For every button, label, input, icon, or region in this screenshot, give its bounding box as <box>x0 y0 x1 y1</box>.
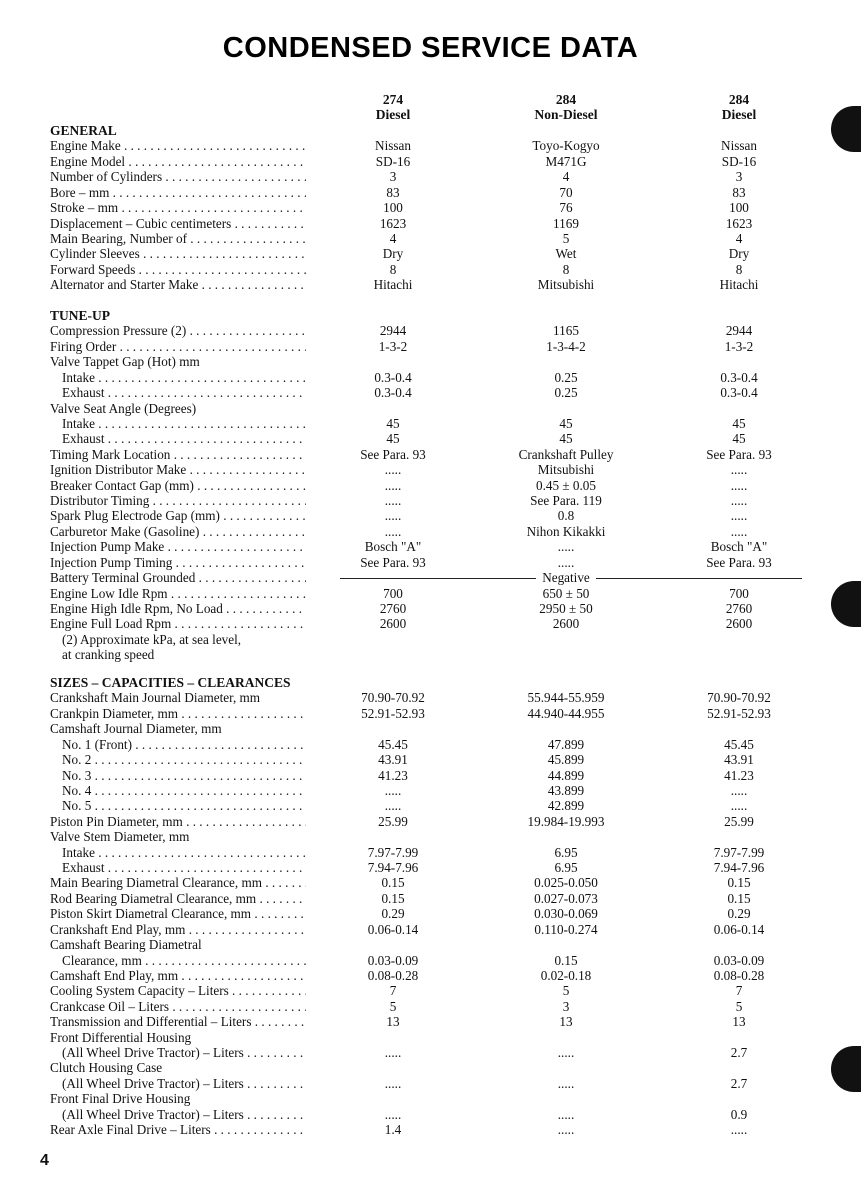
row-label: Alternator and Starter Make . . . <box>50 277 306 292</box>
value-cell: 0.110-0.274 <box>534 922 598 937</box>
table-row <box>0 262 861 277</box>
row-label: Camshaft Bearing Diametral <box>50 937 202 952</box>
value-cell: 2944 <box>379 323 407 338</box>
value-cell: 4 <box>389 231 397 246</box>
value-cell: 100 <box>729 200 749 215</box>
value-cell: 7.94-7.96 <box>367 860 419 875</box>
value-cell: 2.7 <box>730 1045 748 1060</box>
table-row <box>0 185 861 200</box>
table-row <box>0 860 861 875</box>
row-label: Engine Make . . . <box>50 138 306 153</box>
row-label: (All Wheel Drive Tractor) – Liters . . . <box>62 1076 306 1091</box>
value-cell: Nihon Kikakki <box>526 524 606 539</box>
value-cell: 3 <box>735 169 743 184</box>
row-label: Ignition Distributor Make . . . <box>50 462 306 477</box>
value-cell: 43.91 <box>378 752 408 767</box>
row-label: Bore – mm . . . <box>50 185 306 200</box>
row-label: Front Differential Housing <box>50 1030 192 1045</box>
table-row <box>0 539 861 554</box>
table-row <box>0 370 861 385</box>
value-cell: 7 <box>735 983 743 998</box>
value-cell: 0.08-0.28 <box>367 968 419 983</box>
row-label: Breaker Contact Gap (mm) . . . <box>50 478 306 493</box>
row-label: Stroke – mm . . . <box>50 200 306 215</box>
value-cell: See Para. 93 <box>706 447 772 462</box>
value-cell: 7 <box>389 983 397 998</box>
value-cell: 0.027-0.073 <box>534 891 598 906</box>
value-cell: 2600 <box>725 616 753 631</box>
value-cell: 3 <box>389 169 397 184</box>
row-label: Crankcase Oil – Liters . . . <box>50 999 306 1014</box>
value-cell: 1169 <box>553 216 579 231</box>
table-row <box>0 1091 861 1106</box>
value-cell: 0.08-0.28 <box>713 968 765 983</box>
row-label: Main Bearing Diametral Clearance, mm . . . <box>50 875 306 890</box>
row-label: Crankpin Diameter, mm . . . <box>50 706 306 721</box>
table-row <box>0 968 861 983</box>
table-row <box>0 1122 861 1137</box>
value-cell: 2760 <box>725 601 753 616</box>
table-row <box>0 447 861 462</box>
value-cell: ..... <box>557 1122 575 1137</box>
row-label: (All Wheel Drive Tractor) – Liters . . . <box>62 1107 306 1122</box>
value-cell: 0.03-0.09 <box>367 953 419 968</box>
value-cell: 6.95 <box>554 860 578 875</box>
row-label: Displacement – Cubic centimeters . . . <box>50 216 306 231</box>
table-row <box>0 845 861 860</box>
value-cell: ..... <box>730 783 748 798</box>
page-title: CONDENSED SERVICE DATA <box>222 32 639 64</box>
row-label: Engine Full Load Rpm . . . <box>50 616 306 631</box>
value-cell: 52.91-52.93 <box>361 706 425 721</box>
table-row <box>0 493 861 508</box>
value-cell: 70.90-70.92 <box>707 690 771 705</box>
column-header-284-non-diesel <box>481 92 651 122</box>
value-cell: 0.06-0.14 <box>367 922 419 937</box>
row-label: Engine High Idle Rpm, No Load . . . <box>50 601 306 616</box>
value-cell: 2.7 <box>730 1076 748 1091</box>
value-cell: 55.944-55.959 <box>527 690 605 705</box>
row-label: Battery Terminal Grounded . . . <box>50 570 306 585</box>
table-row <box>0 246 861 261</box>
row-label: Front Final Drive Housing <box>50 1091 191 1106</box>
table-row <box>0 906 861 921</box>
page-number: 4 <box>40 1152 49 1169</box>
value-cell: 700 <box>383 586 403 601</box>
row-label: Rod Bearing Diametral Clearance, mm . . . <box>50 891 306 906</box>
value-cell: ..... <box>730 462 748 477</box>
value-cell: 43.899 <box>547 783 585 798</box>
value-cell: 0.3-0.4 <box>720 370 758 385</box>
value-cell: 0.15 <box>381 875 405 890</box>
value-cell: 8 <box>389 262 397 277</box>
value-cell: See Para. 93 <box>360 555 426 570</box>
value-cell: ..... <box>384 798 402 813</box>
table-row <box>0 647 861 662</box>
value-cell: 25.99 <box>378 814 408 829</box>
value-cell: Toyo-Kogyo <box>532 138 600 153</box>
value-cell: Nissan <box>721 138 757 153</box>
value-cell: ..... <box>557 1076 575 1091</box>
row-label: Exhaust . . . <box>62 385 306 400</box>
table-row <box>0 1014 861 1029</box>
row-label: Injection Pump Make . . . <box>50 539 306 554</box>
table-row <box>0 138 861 153</box>
value-cell: 0.3-0.4 <box>374 370 412 385</box>
value-cell: 0.3-0.4 <box>720 385 758 400</box>
value-cell: 44.940-44.955 <box>527 706 605 721</box>
value-cell: 2760 <box>379 601 407 616</box>
row-label: Piston Pin Diameter, mm . . . <box>50 814 306 829</box>
table-row <box>0 1030 861 1045</box>
value-cell: ..... <box>384 783 402 798</box>
value-cell: ..... <box>384 508 402 523</box>
row-label: Valve Tappet Gap (Hot) mm <box>50 354 200 369</box>
value-cell: ..... <box>557 1045 575 1060</box>
row-label: Valve Seat Angle (Degrees) <box>50 401 197 416</box>
value-cell: Dry <box>728 246 750 261</box>
row-label: (2) Approximate kPa, at sea level, <box>62 632 242 647</box>
value-cell: ..... <box>557 539 575 554</box>
value-cell: 650 ± 50 <box>542 586 590 601</box>
value-cell: ..... <box>730 1122 748 1137</box>
value-cell: 3 <box>562 999 570 1014</box>
row-label: Camshaft Journal Diameter, mm <box>50 721 222 736</box>
column-header-274-diesel <box>308 92 478 122</box>
value-cell: 0.03-0.09 <box>713 953 765 968</box>
value-cell: 19.984-19.993 <box>527 814 605 829</box>
value-cell: 42.899 <box>547 798 585 813</box>
value-cell: Hitachi <box>719 277 759 292</box>
value-cell: 0.25 <box>554 385 578 400</box>
row-label: Clearance, mm . . . <box>62 953 306 968</box>
value-cell: 1-3-2 <box>378 339 408 354</box>
value-cell: 0.45 ± 0.05 <box>536 478 596 493</box>
table-row <box>0 323 861 338</box>
row-label: Spark Plug Electrode Gap (mm) . . . <box>50 508 306 523</box>
value-cell: 7.94-7.96 <box>713 860 765 875</box>
table-row <box>0 1045 861 1060</box>
value-cell: SD-16 <box>721 154 757 169</box>
table-row <box>0 783 861 798</box>
value-cell: 2950 ± 50 <box>539 601 593 616</box>
value-cell: ..... <box>384 1045 402 1060</box>
value-cell: 13 <box>732 1014 746 1029</box>
column-model: 284 <box>555 92 577 107</box>
column-model: 284 <box>728 92 750 107</box>
value-cell: ..... <box>384 524 402 539</box>
table-row <box>0 690 861 705</box>
value-cell: 1.4 <box>384 1122 402 1137</box>
value-cell: 45.45 <box>378 737 408 752</box>
section-heading: TUNE-UP <box>50 308 110 323</box>
table-row <box>0 385 861 400</box>
row-label: Intake . . . <box>62 845 306 860</box>
value-cell: 0.9 <box>730 1107 748 1122</box>
row-label: Exhaust . . . <box>62 860 306 875</box>
value-cell: 45 <box>559 416 573 431</box>
row-label: Distributor Timing . . . <box>50 493 306 508</box>
row-label: Main Bearing, Number of . . . <box>50 231 306 246</box>
table-row <box>0 891 861 906</box>
value-cell: ..... <box>384 493 402 508</box>
row-label: Firing Order . . . <box>50 339 306 354</box>
value-cell: 2944 <box>725 323 753 338</box>
value-cell: 1165 <box>553 323 579 338</box>
row-label: Engine Low Idle Rpm . . . <box>50 586 306 601</box>
table-row <box>0 277 861 292</box>
row-label: at cranking speed <box>62 647 155 662</box>
value-cell: 2600 <box>552 616 580 631</box>
value-cell: 45 <box>732 431 746 446</box>
value-cell: 70 <box>559 185 573 200</box>
value-cell: 44.899 <box>547 768 585 783</box>
value-cell: 45.45 <box>724 737 754 752</box>
value-cell: 0.06-0.14 <box>713 922 765 937</box>
section-heading: GENERAL <box>50 123 117 138</box>
column-model: 274 <box>382 92 404 107</box>
table-row <box>0 478 861 493</box>
value-cell: ..... <box>730 508 748 523</box>
row-label: Timing Mark Location . . . <box>50 447 306 462</box>
value-cell: 83 <box>732 185 746 200</box>
table-row <box>0 462 861 477</box>
table-row <box>0 216 861 231</box>
value-cell: 5 <box>562 231 570 246</box>
value-cell: Dry <box>382 246 404 261</box>
value-cell: 2600 <box>379 616 407 631</box>
table-row <box>0 953 861 968</box>
value-cell: 700 <box>729 586 749 601</box>
value-cell: Hitachi <box>373 277 413 292</box>
value-cell: 0.15 <box>727 875 751 890</box>
table-row <box>0 416 861 431</box>
table-row <box>0 354 861 369</box>
spanning-value <box>481 570 651 585</box>
value-cell: 45 <box>732 416 746 431</box>
table-row <box>0 555 861 570</box>
value-cell: See Para. 119 <box>530 493 602 508</box>
value-cell: ..... <box>730 493 748 508</box>
value-cell: ..... <box>730 524 748 539</box>
value-cell: 8 <box>735 262 743 277</box>
value-cell: 6.95 <box>554 845 578 860</box>
table-row <box>0 721 861 736</box>
table-row <box>0 601 861 616</box>
value-cell: 43.91 <box>724 752 754 767</box>
value-cell: Bosch "A" <box>710 539 768 554</box>
table-row <box>0 737 861 752</box>
table-row <box>0 983 861 998</box>
value-cell: SD-16 <box>375 154 411 169</box>
table-row <box>0 1076 861 1091</box>
value-cell: 0.29 <box>381 906 405 921</box>
table-row <box>0 798 861 813</box>
row-label: Exhaust . . . <box>62 431 306 446</box>
value-cell: Nissan <box>375 138 411 153</box>
row-label: Cooling System Capacity – Liters . . . <box>50 983 306 998</box>
value-cell: 13 <box>559 1014 573 1029</box>
table-row <box>0 616 861 631</box>
row-label: Intake . . . <box>62 416 306 431</box>
row-label: Cylinder Sleeves . . . <box>50 246 306 261</box>
row-label: Camshaft End Play, mm . . . <box>50 968 306 983</box>
value-cell: ..... <box>384 462 402 477</box>
value-cell: 4 <box>562 169 570 184</box>
column-header-284-diesel <box>654 92 824 122</box>
row-label: Carburetor Make (Gasoline) . . . <box>50 524 306 539</box>
row-label: No. 1 (Front) . . . <box>62 737 306 752</box>
table-row <box>0 339 861 354</box>
table-row <box>0 401 861 416</box>
value-cell: Mitsubishi <box>537 277 595 292</box>
table-row <box>0 570 861 585</box>
value-cell: 41.23 <box>378 768 408 783</box>
value-cell: 25.99 <box>724 814 754 829</box>
value-cell: 45 <box>386 431 400 446</box>
value-cell: 0.8 <box>557 508 575 523</box>
row-label: Rear Axle Final Drive – Liters . . . <box>50 1122 306 1137</box>
column-type: Diesel <box>375 107 411 122</box>
value-cell: See Para. 93 <box>360 447 426 462</box>
table-row <box>0 706 861 721</box>
value-cell: 0.15 <box>381 891 405 906</box>
table-row <box>0 169 861 184</box>
value-cell: 45 <box>386 416 400 431</box>
table-row <box>0 1107 861 1122</box>
table-row <box>0 768 861 783</box>
value-cell: 52.91-52.93 <box>707 706 771 721</box>
spanning-value-text: Negative <box>536 570 596 585</box>
value-cell: ..... <box>557 1107 575 1122</box>
value-cell: See Para. 93 <box>706 555 772 570</box>
table-row <box>0 200 861 215</box>
value-cell: 0.29 <box>727 906 751 921</box>
value-cell: 5 <box>562 983 570 998</box>
value-cell: M471G <box>545 154 587 169</box>
value-cell: Bosch "A" <box>364 539 422 554</box>
value-cell: Crankshaft Pulley <box>518 447 614 462</box>
row-label: Piston Skirt Diametral Clearance, mm . . . <box>50 906 306 921</box>
value-cell: 0.25 <box>554 370 578 385</box>
value-cell: 0.02-0.18 <box>540 968 592 983</box>
value-cell: 5 <box>389 999 397 1014</box>
value-cell: 5 <box>735 999 743 1014</box>
value-cell: 13 <box>386 1014 400 1029</box>
table-row <box>0 922 861 937</box>
value-cell: ..... <box>730 798 748 813</box>
table-row <box>0 154 861 169</box>
value-cell: 0.030-0.069 <box>534 906 598 921</box>
column-type: Non-Diesel <box>534 107 598 122</box>
value-cell: 0.3-0.4 <box>374 385 412 400</box>
table-row <box>0 829 861 844</box>
value-cell: ..... <box>384 1107 402 1122</box>
row-label: Compression Pressure (2) . . . <box>50 323 306 338</box>
section-heading: SIZES – CAPACITIES – CLEARANCES <box>50 675 291 690</box>
value-cell: 1623 <box>725 216 753 231</box>
value-cell: 0.15 <box>554 953 578 968</box>
value-cell: 4 <box>735 231 743 246</box>
row-label: Injection Pump Timing . . . <box>50 555 306 570</box>
value-cell: 76 <box>559 200 573 215</box>
row-label: Clutch Housing Case <box>50 1060 163 1075</box>
row-label: No. 5 . . . <box>62 798 306 813</box>
value-cell: 45 <box>559 431 573 446</box>
row-label: (All Wheel Drive Tractor) – Liters . . . <box>62 1045 306 1060</box>
table-row <box>0 431 861 446</box>
value-cell: 7.97-7.99 <box>713 845 765 860</box>
value-cell: ..... <box>730 478 748 493</box>
table-row <box>0 875 861 890</box>
row-label: Transmission and Differential – Liters . . . <box>50 1014 306 1029</box>
table-row <box>0 508 861 523</box>
row-label: Number of Cylinders . . . <box>50 169 306 184</box>
row-label: Engine Model . . . <box>50 154 306 169</box>
table-row <box>0 814 861 829</box>
value-cell: 8 <box>562 262 570 277</box>
value-cell: 47.899 <box>547 737 585 752</box>
table-row <box>0 231 861 246</box>
value-cell: 1623 <box>379 216 407 231</box>
value-cell: 41.23 <box>724 768 754 783</box>
table-row <box>0 586 861 601</box>
row-label: No. 2 . . . <box>62 752 306 767</box>
value-cell: 83 <box>386 185 400 200</box>
value-cell: 70.90-70.92 <box>361 690 425 705</box>
row-label: Forward Speeds . . . <box>50 262 306 277</box>
value-cell: ..... <box>384 1076 402 1091</box>
value-cell: 1-3-4-2 <box>546 339 586 354</box>
row-label: Intake . . . <box>62 370 306 385</box>
row-label: Valve Stem Diameter, mm <box>50 829 190 844</box>
value-cell: ..... <box>557 555 575 570</box>
table-row <box>0 752 861 767</box>
table-row <box>0 999 861 1014</box>
value-cell: 7.97-7.99 <box>367 845 419 860</box>
table-row <box>0 1060 861 1075</box>
value-cell: Wet <box>555 246 577 261</box>
row-label: Crankshaft End Play, mm . . . <box>50 922 306 937</box>
table-row <box>0 632 861 647</box>
column-type: Diesel <box>721 107 757 122</box>
value-cell: Mitsubishi <box>537 462 595 477</box>
row-label: No. 3 . . . <box>62 768 306 783</box>
value-cell: 0.025-0.050 <box>534 875 598 890</box>
value-cell: 0.15 <box>727 891 751 906</box>
table-row <box>0 524 861 539</box>
row-label: Crankshaft Main Journal Diameter, mm <box>50 690 261 705</box>
value-cell: 1-3-2 <box>724 339 754 354</box>
value-cell: 100 <box>383 200 403 215</box>
row-label: No. 4 . . . <box>62 783 306 798</box>
value-cell: ..... <box>384 478 402 493</box>
value-cell: 45.899 <box>547 752 585 767</box>
table-row <box>0 937 861 952</box>
